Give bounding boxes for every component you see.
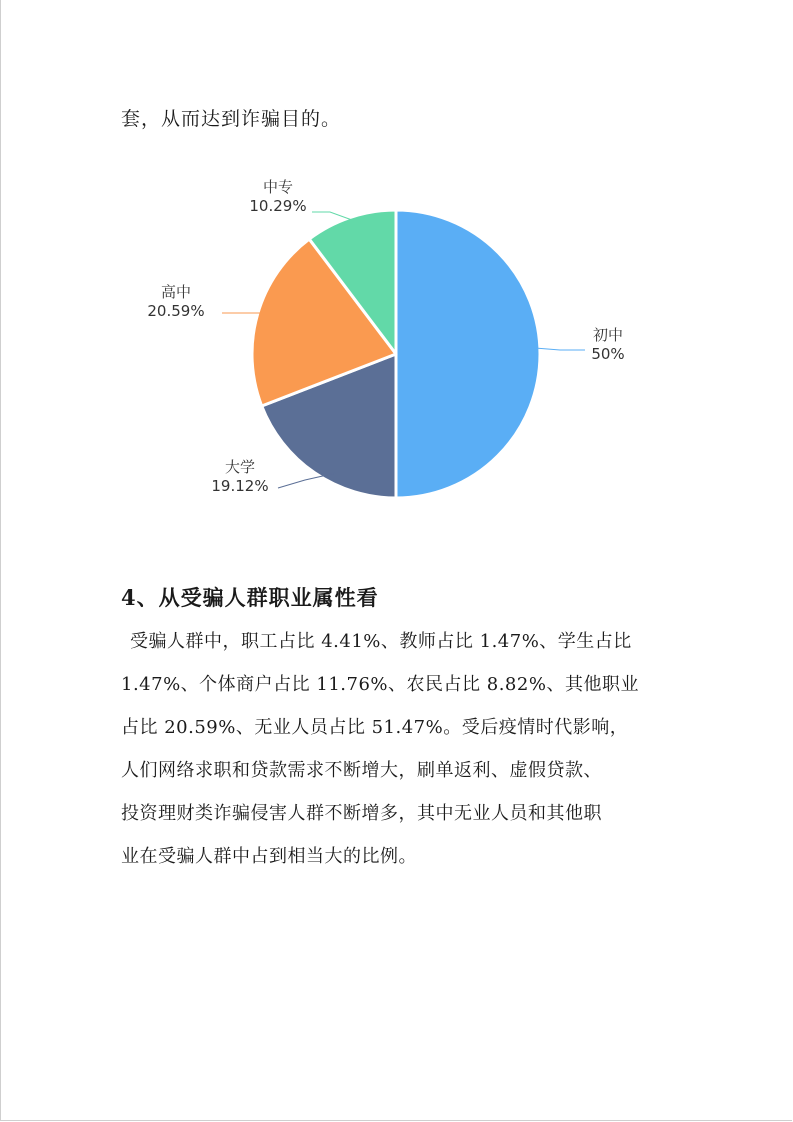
- slice-value-1: 50%: [591, 345, 625, 363]
- body-line-6: 业在受骗人群中占到相当大的比例。: [121, 846, 417, 867]
- pie-slice-1: [396, 210, 540, 498]
- body-line-1: 受骗人群中，职工占比 4.41%、教师占比 1.47%、学生占比: [130, 631, 632, 652]
- slice-value-3: 20.59%: [147, 302, 205, 320]
- slice-label-2: 大学: [224, 458, 256, 476]
- slice-value-2: 19.12%: [211, 477, 269, 495]
- body-paragraph: [121, 620, 681, 878]
- paragraph-continuation: 套，从而达到诈骗目的。: [121, 108, 342, 130]
- body-line-4: 人们网络求职和贷款需求不断增大，刷单返利、虚假贷款、: [121, 760, 602, 781]
- pie-slices: [252, 210, 540, 498]
- slice-label-4: 中专: [262, 178, 294, 196]
- leader-line-1: [535, 348, 585, 350]
- body-line-3: 占比 20.59%、无业人员占比 51.47%。受后疫情时代影响，: [121, 717, 629, 738]
- body-line-5: 投资理财类诈骗侵害人群不断增多，其中无业人员和其他职: [121, 803, 602, 824]
- body-line-2: 1.47%、个体商户占比 11.76%、农民占比 8.82%、其他职业: [121, 674, 639, 695]
- slice-value-4: 10.29%: [249, 197, 307, 215]
- section-heading: 4、从受骗人群职业属性看: [121, 585, 379, 610]
- education-pie-chart: [0, 160, 793, 540]
- slice-label-1: 初中: [592, 326, 624, 344]
- slice-label-3: 高中: [160, 283, 192, 301]
